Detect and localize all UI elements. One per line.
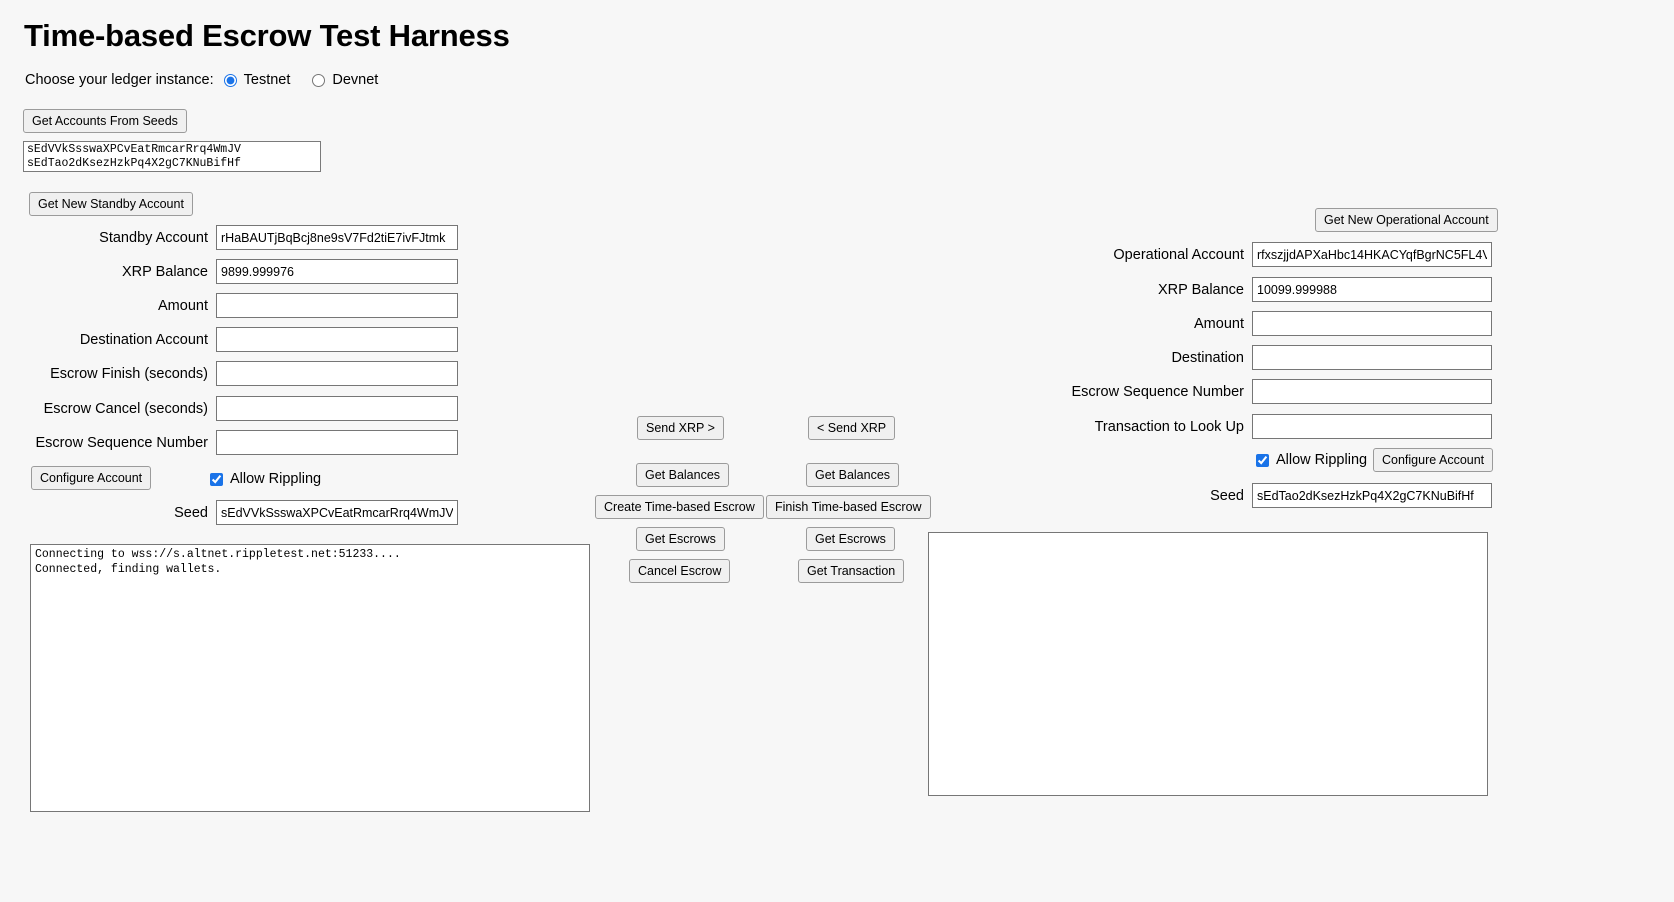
operational-amount-row: [1014, 311, 1492, 336]
standby-allow-rippling-input[interactable]: [210, 473, 223, 486]
standby-account-label: Standby Account: [99, 229, 208, 246]
operational-escrow-sequence-input[interactable]: [1252, 379, 1492, 404]
standby-escrow-cancel-label: Escrow Cancel (seconds): [43, 400, 208, 417]
standby-escrow-cancel-row: [28, 396, 458, 421]
ledger-instance-chooser: [25, 72, 400, 88]
radio-devnet-input[interactable]: [312, 74, 325, 87]
radio-testnet-input[interactable]: [224, 74, 237, 87]
operational-allow-rippling-input[interactable]: [1256, 454, 1269, 467]
create-time-based-escrow-button[interactable]: Create Time-based Escrow: [595, 495, 764, 519]
radio-devnet-label: Devnet: [332, 72, 379, 88]
standby-amount-label: Amount: [158, 297, 208, 314]
operational-log-textarea[interactable]: [928, 532, 1488, 796]
standby-destination-input[interactable]: [216, 327, 458, 352]
send-xrp-standby-to-operational-button[interactable]: Send XRP >: [637, 416, 724, 440]
get-transaction-button[interactable]: Get Transaction: [798, 559, 904, 583]
operational-configure-account-button[interactable]: Configure Account: [1373, 448, 1493, 472]
standby-allow-rippling-checkbox[interactable]: [210, 471, 321, 487]
standby-seed-label: Seed: [174, 504, 208, 521]
standby-balance-input[interactable]: [216, 259, 458, 284]
standby-seed-input[interactable]: [216, 500, 458, 525]
operational-escrow-sequence-label: Escrow Sequence Number: [1071, 383, 1244, 400]
operational-allow-rippling-checkbox[interactable]: [1256, 452, 1367, 468]
standby-escrow-finish-label: Escrow Finish (seconds): [50, 365, 208, 382]
operational-transaction-lookup-input[interactable]: [1252, 414, 1492, 439]
get-balances-left-button[interactable]: Get Balances: [636, 463, 729, 487]
operational-account-input[interactable]: [1252, 242, 1492, 267]
operational-account-label: Operational Account: [1113, 246, 1244, 263]
ledger-instance-label: Choose your ledger instance:: [25, 72, 214, 88]
operational-destination-row: [1014, 345, 1492, 370]
operational-seed-input[interactable]: [1252, 483, 1492, 508]
standby-amount-row: [28, 293, 458, 318]
page-title: Time-based Escrow Test Harness: [24, 18, 510, 53]
seeds-textarea[interactable]: [23, 141, 321, 172]
operational-amount-label: Amount: [1194, 315, 1244, 332]
standby-balance-label: XRP Balance: [122, 263, 208, 280]
radio-devnet[interactable]: [312, 72, 378, 88]
get-escrows-right-button[interactable]: Get Escrows: [806, 527, 895, 551]
operational-destination-input[interactable]: [1252, 345, 1492, 370]
send-xrp-operational-to-standby-button[interactable]: < Send XRP: [808, 416, 895, 440]
standby-escrow-cancel-input[interactable]: [216, 396, 458, 421]
get-new-standby-account-button[interactable]: Get New Standby Account: [29, 192, 193, 216]
operational-escrow-sequence-row: [1014, 379, 1492, 404]
standby-destination-row: [28, 327, 458, 352]
standby-escrow-sequence-row: [28, 430, 458, 455]
radio-testnet-label: Testnet: [243, 72, 291, 88]
standby-escrow-sequence-label: Escrow Sequence Number: [35, 434, 208, 451]
operational-account-row: [1014, 242, 1492, 267]
standby-seed-row: [28, 500, 458, 525]
operational-seed-row: [1014, 483, 1492, 508]
standby-configure-account-button[interactable]: Configure Account: [31, 466, 151, 490]
operational-allow-rippling-label: Allow Rippling: [1276, 452, 1368, 468]
standby-log-textarea[interactable]: [30, 544, 590, 812]
operational-balance-input[interactable]: [1252, 277, 1492, 302]
standby-account-row: [28, 225, 458, 250]
standby-escrow-sequence-input[interactable]: [216, 430, 458, 455]
standby-allow-rippling-label: Allow Rippling: [230, 471, 322, 487]
standby-account-input[interactable]: [216, 225, 458, 250]
standby-escrow-finish-row: [28, 361, 458, 386]
finish-time-based-escrow-button[interactable]: Finish Time-based Escrow: [766, 495, 931, 519]
standby-amount-input[interactable]: [216, 293, 458, 318]
operational-transaction-lookup-row: [1014, 414, 1492, 439]
operational-destination-label: Destination: [1171, 349, 1244, 366]
operational-transaction-lookup-label: Transaction to Look Up: [1094, 418, 1244, 435]
standby-escrow-finish-input[interactable]: [216, 361, 458, 386]
operational-amount-input[interactable]: [1252, 311, 1492, 336]
operational-balance-label: XRP Balance: [1158, 281, 1244, 298]
get-escrows-left-button[interactable]: Get Escrows: [636, 527, 725, 551]
cancel-escrow-button[interactable]: Cancel Escrow: [629, 559, 730, 583]
get-balances-right-button[interactable]: Get Balances: [806, 463, 899, 487]
get-accounts-from-seeds-button[interactable]: Get Accounts From Seeds: [23, 109, 187, 133]
get-new-operational-account-button[interactable]: Get New Operational Account: [1315, 208, 1498, 232]
standby-destination-label: Destination Account: [79, 331, 208, 348]
operational-balance-row: [1014, 277, 1492, 302]
standby-balance-row: [28, 259, 458, 284]
radio-testnet[interactable]: [224, 72, 291, 88]
operational-seed-label: Seed: [1210, 487, 1244, 504]
